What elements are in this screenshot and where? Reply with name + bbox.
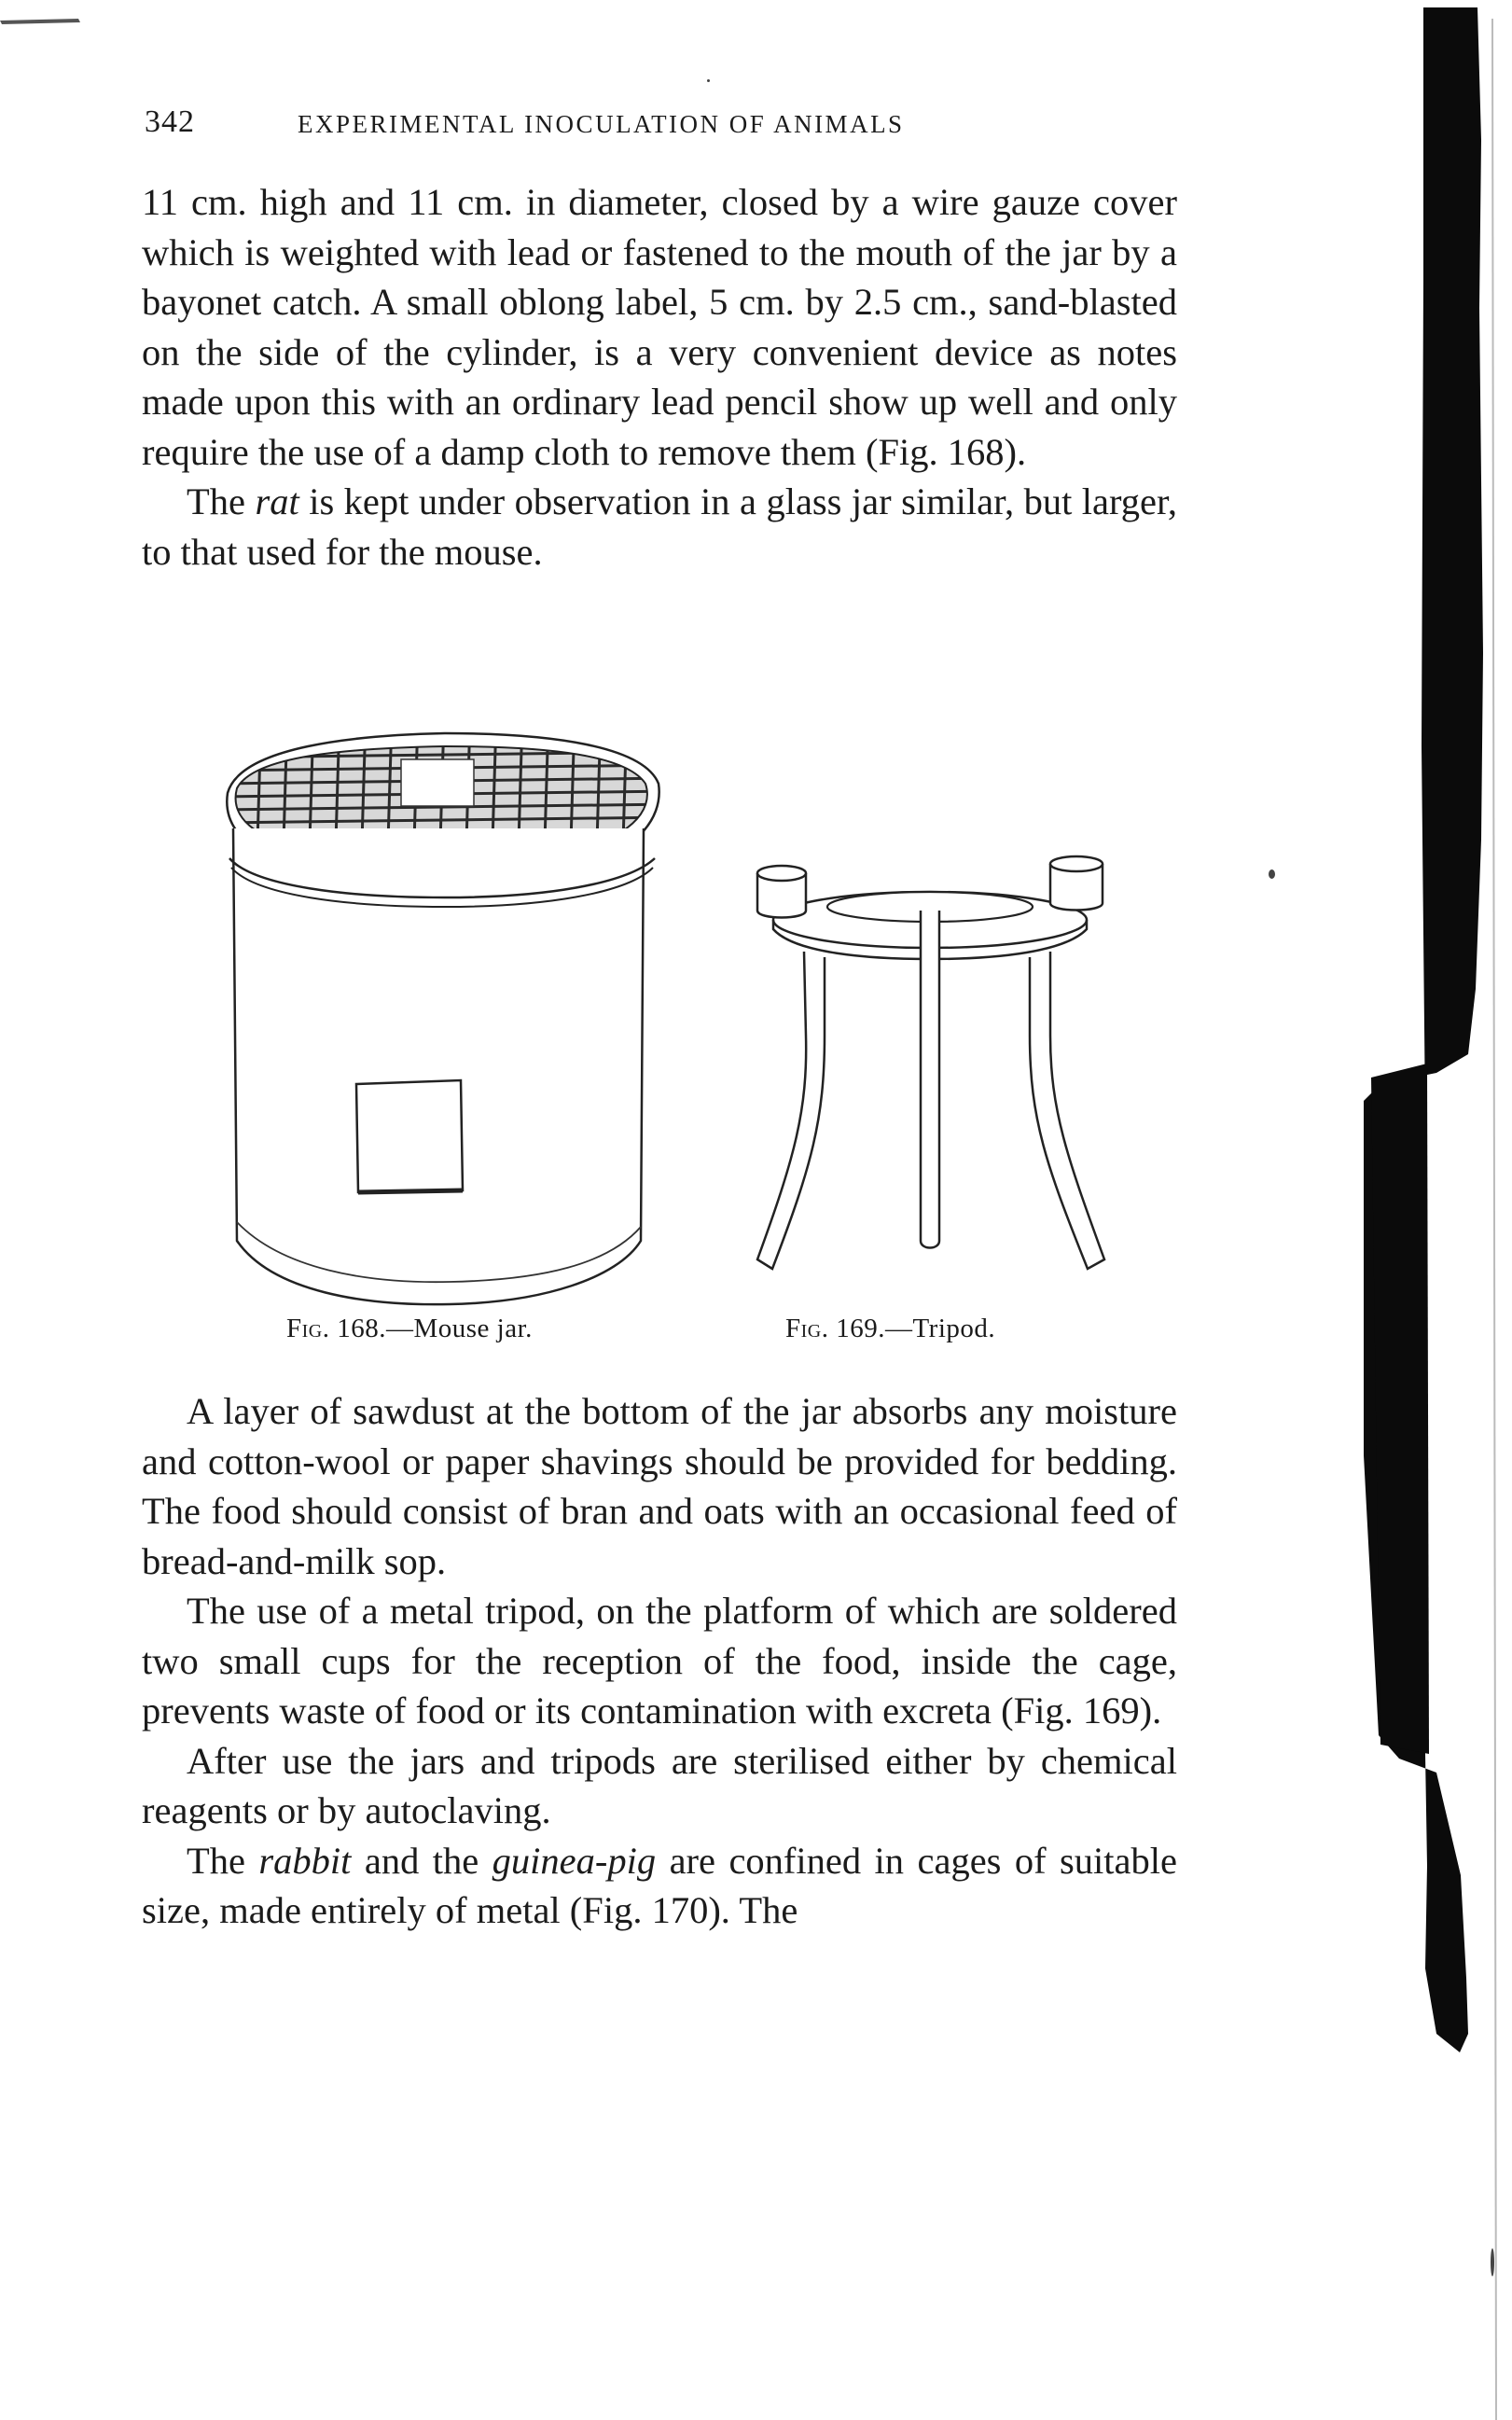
tripod-illustration (739, 849, 1131, 1297)
paragraph-rabbit-before: The (187, 1839, 259, 1882)
text-block-bottom (142, 1386, 1177, 1936)
page-header (145, 104, 1180, 151)
paragraph-rat-before: The (187, 480, 256, 522)
paragraph-rat (142, 477, 1177, 577)
caption-fig-169-prefix: Fig. (785, 1314, 829, 1343)
italic-guinea-pig: guinea-pig (492, 1839, 657, 1882)
italic-rat: rat (255, 480, 299, 522)
scan-speck (1269, 869, 1275, 879)
paragraph-rabbit (142, 1836, 1177, 1936)
paragraph-rabbit-after: are confined in cages of suitable size, made entirely of metal (Fig. 170). The (142, 1839, 1177, 1931)
caption-fig-169-text: 169.—Tripod. (828, 1314, 996, 1343)
caption-fig-169 (785, 1314, 995, 1344)
paragraph-jar-description: 11 cm. high and 11 cm. in diameter, closed by a wire gauze cover which is weighted with lead or fastened to the mouth of the jar by a bayonet catch. A small oblong label, 5 cm. by 2.5 cm., sand-blasted on the side of the cylinder, is a very convenient device as notes made upon this with an ordinary lead pencil show up well and only require the use of a damp cloth to remove them (Fig. 168). (142, 181, 1177, 473)
paragraph-sawdust: A layer of sawdust at the bottom of the jar absorbs any moisture and cotton-wool or paper shavings should be provided for bedding. The food should consist of bran and oats with an occasional feed of bread-and-milk sop. (142, 1390, 1177, 1582)
paragraph-sterilise: After use the jars and tripods are sterilised either by chemical reagents or by autoclaving. (142, 1739, 1177, 1831)
page-number: 342 (145, 104, 195, 139)
running-head: EXPERIMENTAL INOCULATION OF ANIMALS (298, 110, 905, 138)
caption-fig-168-prefix: Fig. (286, 1314, 330, 1343)
paragraph-rat-after: is kept under observation in a glass jar similar, but larger, to that used for the mouse. (142, 480, 1177, 573)
paragraph-tripod: The use of a metal tripod, on the platform of which are soldered two small cups for the reception of the food, inside the cage, prevents waste of food or its contamination with excreta (Fig. 169). (142, 1590, 1177, 1732)
text-block-top (142, 177, 1177, 577)
scan-speck (1491, 2248, 1494, 2276)
mouse-jar-illustration (216, 718, 673, 1315)
caption-fig-168-text: 168.—Mouse jar. (329, 1314, 533, 1343)
caption-fig-168 (286, 1314, 533, 1344)
scan-speck (707, 79, 710, 82)
italic-rabbit: rabbit (258, 1839, 352, 1882)
paragraph-rabbit-middle: and the (351, 1839, 492, 1882)
figures-area (142, 718, 1177, 1353)
scan-corner-mark (0, 17, 80, 26)
